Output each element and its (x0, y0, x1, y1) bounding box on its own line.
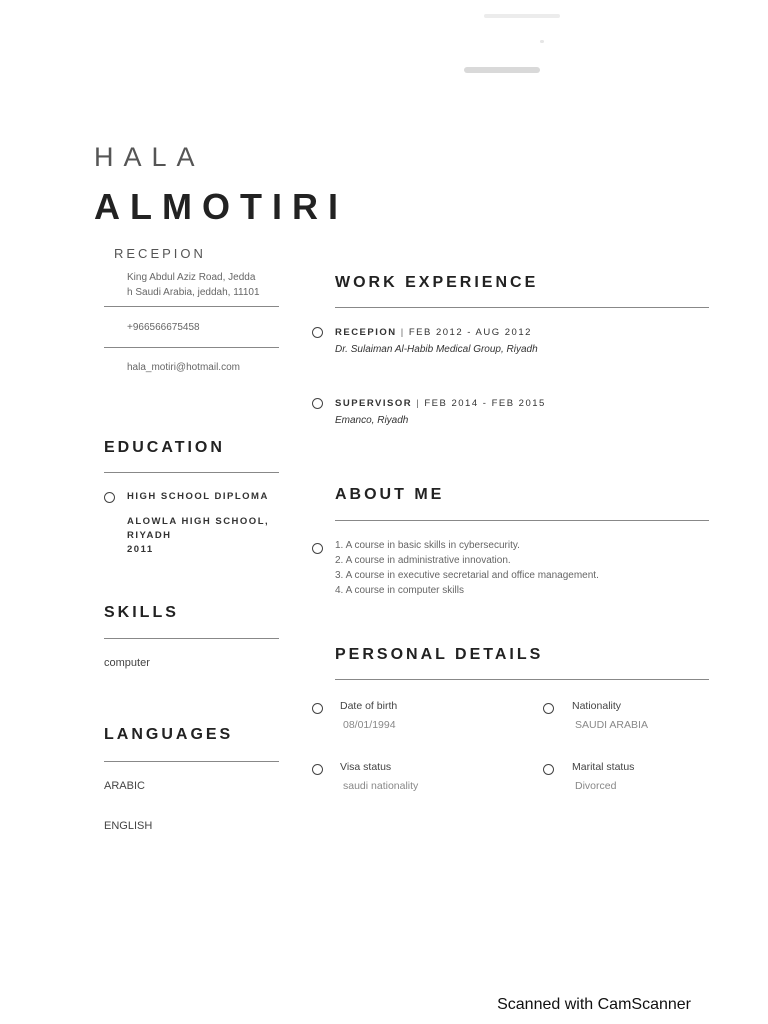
first-name: HALA (94, 142, 205, 172)
address-line: h Saudi Arabia, jeddah, 11101 (127, 287, 260, 298)
nationality-label: Nationality (572, 700, 622, 712)
bullet-circle-icon (312, 398, 323, 409)
personal-details-heading: PERSONAL DETAILS (335, 646, 544, 663)
email: hala_motiri@hotmail.com (127, 362, 240, 373)
address (127, 270, 260, 300)
list-item: 1. A course in basic skills in cybersecurity. (335, 540, 520, 551)
education-school (127, 515, 269, 557)
job-dates: FEB 2014 - FEB 2015 (424, 398, 546, 409)
education-school-line: RIYADH (127, 530, 172, 541)
job-entry-title (335, 398, 546, 409)
education-year: 2011 (127, 544, 154, 555)
bullet-circle-icon (104, 492, 115, 503)
skills-heading: SKILLS (104, 604, 179, 621)
scan-artifact (484, 14, 560, 18)
visa-status-label: Visa status (340, 761, 392, 773)
separator: | (416, 398, 421, 409)
skill-item: computer (104, 657, 150, 669)
date-of-birth-label: Date of birth (340, 700, 398, 712)
separator: | (400, 327, 405, 338)
bullet-circle-icon (312, 703, 323, 714)
job-employer: Emanco, Riyadh (335, 415, 409, 426)
job-role: RECEPION (335, 327, 397, 338)
nationality-value: SAUDI ARABIA (575, 719, 648, 731)
bullet-circle-icon (312, 543, 323, 554)
marital-status-value: Divorced (575, 780, 617, 792)
divider (104, 472, 279, 473)
job-title: RECEPION (114, 246, 206, 261)
address-line: King Abdul Aziz Road, Jedda (127, 272, 256, 283)
education-degree: HIGH SCHOOL DIPLOMA (127, 491, 269, 502)
phone: +966566675458 (127, 322, 200, 333)
bullet-circle-icon (543, 764, 554, 775)
about-me-list (335, 538, 599, 598)
language-item: ENGLISH (104, 820, 153, 832)
scanner-watermark: Scanned with CamScanner (497, 996, 691, 1013)
job-dates: FEB 2012 - AUG 2012 (408, 327, 532, 338)
job-employer: Dr. Sulaiman Al-Habib Medical Group, Riyadh (335, 344, 538, 355)
last-name: ALMOTIRI (94, 186, 348, 227)
divider (335, 520, 709, 521)
divider (335, 307, 709, 308)
education-school-line: ALOWLA HIGH SCHOOL, (127, 516, 270, 527)
languages-heading: LANGUAGES (104, 726, 234, 743)
marital-status-label: Marital status (572, 761, 635, 773)
bullet-circle-icon (312, 327, 323, 338)
job-entry-title (335, 327, 532, 338)
about-me-heading: ABOUT ME (335, 486, 445, 503)
divider (104, 347, 279, 348)
bullet-circle-icon (543, 703, 554, 714)
scan-artifact (464, 67, 540, 73)
scan-artifact (540, 40, 544, 43)
job-role: SUPERVISOR (335, 398, 413, 409)
divider (104, 761, 279, 762)
date-of-birth-value: 08/01/1994 (343, 719, 396, 731)
work-experience-heading: WORK EXPERIENCE (335, 274, 539, 291)
divider (104, 306, 279, 307)
list-item: 3. A course in executive secretarial and office management. (335, 570, 599, 581)
language-item: ARABIC (104, 780, 145, 792)
list-item: 4. A course in computer skills (335, 585, 464, 596)
divider (104, 638, 279, 639)
divider (335, 679, 709, 680)
education-heading: EDUCATION (104, 439, 225, 456)
list-item: 2. A course in administrative innovation. (335, 555, 511, 566)
bullet-circle-icon (312, 764, 323, 775)
visa-status-value: saudi nationality (343, 780, 419, 792)
